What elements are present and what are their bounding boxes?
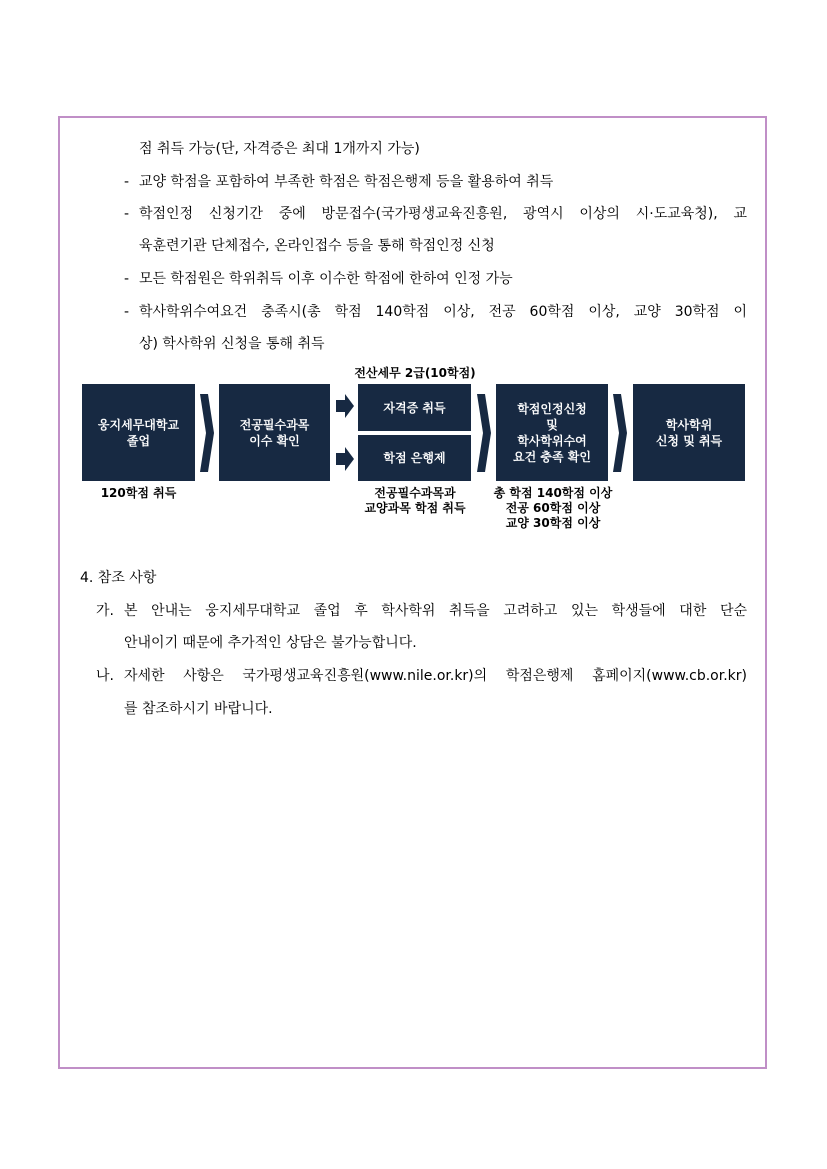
section-heading: 4. 참조 사항 (80, 570, 157, 586)
box-line: 전공필수과목 (239, 417, 310, 432)
arrow-right-icon (334, 394, 356, 418)
box-line: 요건 충족 확인 (513, 449, 591, 464)
box-line: 신청 및 취득 (655, 433, 723, 448)
text-line-4: 모든 학점원은 학위취득 이후 이수한 학점에 한하여 인정 가능 (139, 271, 513, 287)
chevron-right-icon (475, 392, 493, 474)
text-line-3b: 육훈련기관 단체접수, 온라인접수 등을 통해 학점인정 신청 (139, 238, 495, 254)
diagram-top-label: 전산세무 2급(10학점) (354, 366, 476, 380)
chevron-right-icon (198, 392, 216, 474)
chevron-right-icon (611, 392, 629, 474)
text-line-3a: 학점인정 신청기간 중에 방문접수(국가평생교육진흥원, 광역시 이상의 시·도교육청), 교 (139, 206, 747, 222)
box-line: 및 (546, 417, 558, 432)
item-na-line-1: 자세한 사항은 국가평생교육진흥원(www.nile.or.kr)의 학점은행제 홈페이지(www.cb.or.kr) (124, 668, 747, 684)
box-line: 졸업 (126, 433, 151, 448)
box-line: 학사학위 (665, 417, 713, 432)
caption-120-credits: 120학점 취득 (100, 486, 177, 500)
item-label-na: 나. (96, 668, 114, 684)
caption-credit-types (345, 486, 485, 516)
flow-box-degree (633, 384, 745, 481)
flow-box-credit-bank: 학점 은행제 (358, 435, 471, 481)
bullet-dash: - (124, 271, 130, 287)
bullet-dash: - (124, 174, 130, 190)
caption-line: 교양과목 학점 취득 (364, 501, 466, 515)
flow-box-credit-recognition (496, 384, 608, 481)
caption-line: 전공 60학점 이상 (505, 501, 601, 515)
text-line-5a: 학사학위수여요건 충족시(총 학점 140학점 이상, 전공 60학점 이상, 교양 30학점 이 (139, 304, 747, 320)
item-ga-line-1: 본 안내는 웅지세무대학교 졸업 후 학사학위 취득을 고려하고 있는 학생들에 대한 단순 (124, 603, 747, 619)
box-line: 학사학위수여 (517, 433, 587, 448)
bullet-dash: - (124, 304, 130, 320)
item-label-ga: 가. (96, 603, 114, 619)
item-ga-line-2: 안내이기 때문에 추가적인 상담은 불가능합니다. (124, 635, 417, 651)
text-line-2: 교양 학점을 포함하여 부족한 학점은 학점은행제 등을 활용하여 취득 (139, 174, 554, 190)
flow-box-major-check (219, 384, 330, 481)
caption-line: 총 학점 140학점 이상 (493, 486, 613, 500)
bullet-dash: - (124, 206, 130, 222)
item-na-line-2: 를 참조하시기 바랍니다. (124, 701, 273, 717)
box-line: 학점인정신청 (517, 401, 587, 416)
caption-line: 전공필수과목과 (374, 486, 456, 500)
flow-box-certificate: 자격증 취득 (358, 384, 471, 431)
caption-requirements (482, 486, 624, 531)
box-line: 웅지세무대학교 (97, 417, 180, 432)
arrow-right-icon (334, 447, 356, 471)
box-line: 이수 확인 (249, 433, 300, 448)
caption-line: 교양 30학점 이상 (505, 516, 601, 530)
text-line-1: 점 취득 가능(단, 자격증은 최대 1개까지 가능) (139, 141, 420, 157)
page-border (58, 116, 767, 1069)
text-line-5b: 상) 학사학위 신청을 통해 취득 (139, 336, 325, 352)
flow-box-graduation (82, 384, 195, 481)
